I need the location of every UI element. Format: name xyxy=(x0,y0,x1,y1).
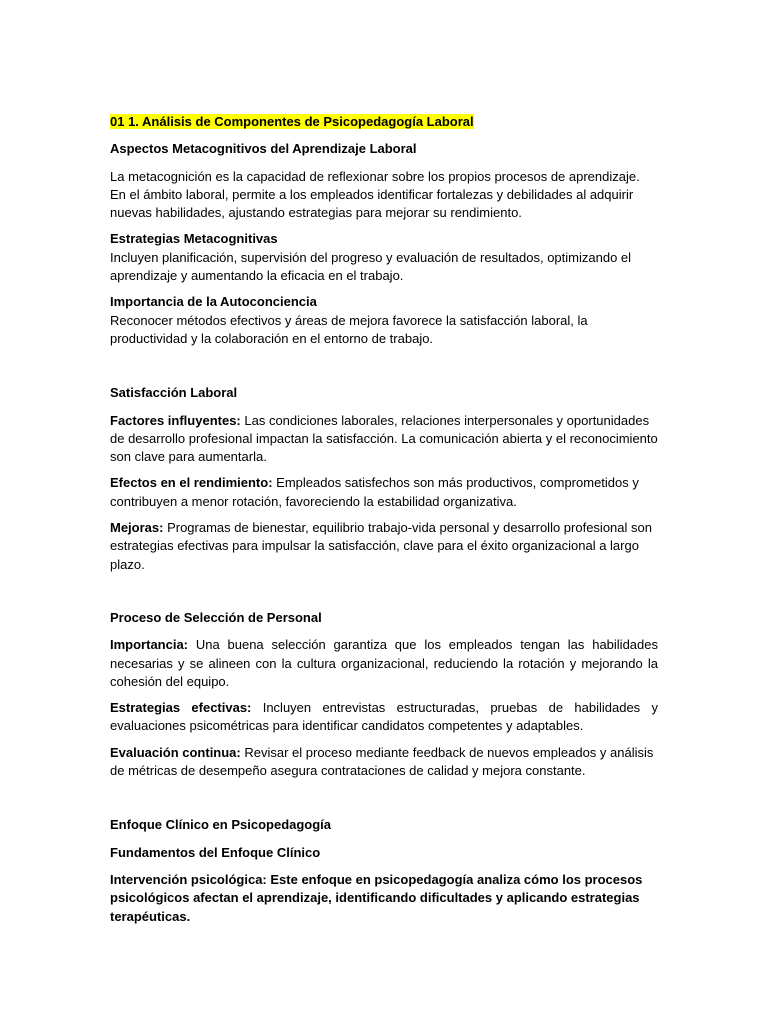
section3-paragraph-1 xyxy=(110,636,658,691)
section3-p3-text: Revisar el proceso mediante feedback de nuevos empleados y análisis de métricas de desempeño asegura contrataciones de calidad y mejora constante. xyxy=(110,744,654,779)
section1-sub1 xyxy=(110,230,658,285)
section4-subheading: Fundamentos del Enfoque Clínico xyxy=(110,844,321,860)
section1-sub2 xyxy=(110,293,658,348)
section3-p2-label: Estrategias efectivas: xyxy=(110,700,252,716)
section1-heading: Aspectos Metacognitivos del Aprendizaje Laboral xyxy=(110,141,417,157)
section2-paragraph-1 xyxy=(110,412,658,467)
section2-p2-label: Efectos en el rendimiento: xyxy=(110,475,273,491)
section1-intro: La metacognición es la capacidad de reflexionar sobre los propios procesos de aprendizaje. En el ámbito laboral, permite a los empleados identificar fortalezas y debilidades al adquirir nuevas habilidades, ajustando estrategias para mejorar su rendimiento. xyxy=(110,168,640,221)
section2-p2-text: Empleados satisfechos son más productivos, comprometidos y contribuyen a menor rotación, favoreciendo la estabilidad organizativa. xyxy=(110,475,639,509)
section2-p1-text: Las condiciones laborales, relaciones interpersonales y oportunidades de desarrollo profesional impactan la satisfacción. La comunicación abierta y el reconocimiento son clave para aumentarla. xyxy=(110,412,658,465)
section2-paragraph-2 xyxy=(110,474,658,511)
section1-sub1-text: Incluyen planificación, supervisión del progreso y evaluación de resultados, optimizando el aprendizaje y aumentando la eficacia en el trabajo. xyxy=(110,249,632,284)
section4-heading: Enfoque Clínico en Psicopedagogía xyxy=(110,817,332,833)
section3-p1-text: Una buena selección garantiza que los empleados tengan las habilidades necesarias y se alineen con la cultura organizacional, reduciendo la rotación y mejorando la cohesión del equipo. xyxy=(110,637,658,689)
document-title-line xyxy=(110,113,658,131)
section3-p2-text: Incluyen entrevistas estructuradas, pruebas de habilidades y evaluaciones psicométricas para identificar candidatos competentes y adaptables. xyxy=(110,700,658,734)
section2-heading: Satisfacción Laboral xyxy=(110,385,238,401)
section1-sub2-heading: Importancia de la Autoconciencia xyxy=(110,294,317,310)
section2-paragraph-3 xyxy=(110,519,658,574)
section1-sub2-text: Reconocer métodos efectivos y áreas de mejora favorece la satisfacción laboral, la productividad y la colaboración en el entorno de trabajo. xyxy=(110,312,588,346)
section3-paragraph-3 xyxy=(110,744,658,781)
section3-p1-label: Importancia: xyxy=(110,637,189,653)
section4-paragraph-1: Intervención psicológica: Este enfoque en psicopedagogía analiza cómo los procesos psicológicos afectan el aprendizaje, identificando dificultades y aplicando estrategias terapéuticas. xyxy=(110,871,643,924)
section3-p3-label: Evaluación continua: xyxy=(110,744,241,760)
section2-p3-text: Programas de bienestar, equilibrio trabajo-vida personal y desarrollo profesional son estrategias efectivas para impulsar la satisfacción, clave para el éxito organizacional a largo plazo. xyxy=(110,520,652,572)
section3-heading: Proceso de Selección de Personal xyxy=(110,609,322,625)
section1-sub1-heading: Estrategias Metacognitivas xyxy=(110,231,278,247)
section2-p3-label: Mejoras: xyxy=(110,520,164,536)
section3-paragraph-2 xyxy=(110,699,658,736)
document-content xyxy=(110,113,658,926)
document-title: 01 1. Análisis de Componentes de Psicopedagogía Laboral xyxy=(110,114,474,129)
section2-p1-label: Factores influyentes: xyxy=(110,412,241,428)
